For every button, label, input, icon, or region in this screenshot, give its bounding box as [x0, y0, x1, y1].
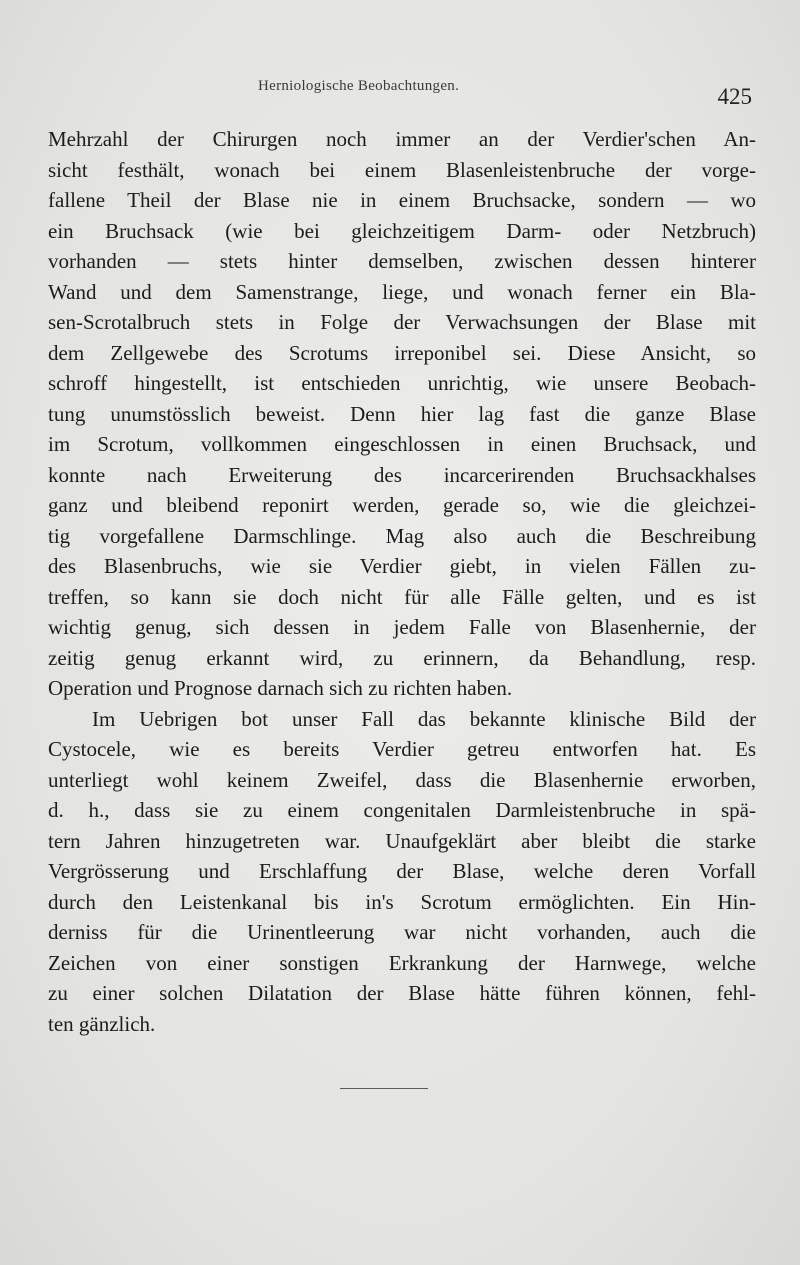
text-line: Im Uebrigen bot unser Fall das bekannte klinische Bild der [92, 706, 756, 731]
text-line: tung unumstösslich beweist. Denn hier lag fast die ganze Blase [48, 401, 756, 426]
text-line: wichtig genug, sich dessen in jedem Falle von Blasenhernie, der [48, 615, 756, 639]
text-line: sicht festhält, wonach bei einem Blasenleistenbruche der vorge- [48, 157, 756, 182]
text-line: treffen, so kann sie doch nicht für alle Fälle gelten, und es ist [48, 584, 756, 609]
running-title: Herniologische Beobachtungen. [258, 78, 460, 94]
text-line: fallene Theil der Blase nie in einem Bruchsacke, sondern — wo [48, 188, 756, 212]
text-line: durch den Leistenkanal bis in's Scrotum ermöglichten. Ein Hin- [48, 889, 756, 914]
text-line: derniss für die Urinentleerung war nicht vorhanden, auch die [48, 920, 756, 944]
text-line: d. h., dass sie zu einem congenitalen Darmleistenbruche in spä- [48, 798, 756, 822]
page-number: 425 [717, 84, 752, 109]
body-text [48, 124, 756, 1039]
text-line: Mehrzahl der Chirurgen noch immer an der Verdier'schen An- [48, 127, 756, 151]
text-line: zu einer solchen Dilatation der Blase hätte führen können, fehl- [48, 981, 756, 1005]
section-end-rule [340, 1088, 428, 1089]
text-line: vorhanden — stets hinter demselben, zwischen dessen hinterer [48, 249, 756, 273]
text-line: Wand und dem Samenstrange, liege, und wonach ferner ein Bla- [48, 279, 756, 304]
text-line: im Scrotum, vollkommen eingeschlossen in einen Bruchsack, und [48, 432, 756, 456]
text-line: ganz und bleibend reponirt werden, gerade so, wie die gleichzei- [48, 493, 756, 517]
text-line: Operation und Prognose darnach sich zu richten haben. [48, 676, 513, 700]
paragraph-2 [48, 704, 756, 1040]
text-line: ten gänzlich. [48, 1011, 156, 1036]
text-line: Cystocele, wie es bereits Verdier getreu entworfen hat. Es [48, 737, 756, 761]
text-line: tern Jahren hinzugetreten war. Unaufgeklärt aber bleibt die starke [48, 828, 756, 853]
text-line: des Blasenbruchs, wie sie Verdier giebt, in vielen Fällen zu- [48, 554, 756, 578]
text-line: dem Zellgewebe des Scrotums irreponibel sei. Diese Ansicht, so [48, 340, 756, 365]
text-line: ein Bruchsack (wie bei gleichzeitigem Darm- oder Netzbruch) [48, 218, 756, 243]
paragraph-1 [48, 124, 756, 704]
text-line: Vergrösserung und Erschlaffung der Blase, welche deren Vorfall [48, 859, 756, 883]
text-line: konnte nach Erweiterung des incarcerirenden Bruchsackhalses [48, 462, 756, 487]
text-line: schroff hingestellt, ist entschieden unrichtig, wie unsere Beobach- [48, 371, 756, 395]
text-line: sen-Scrotalbruch stets in Folge der Verwachsungen der Blase mit [48, 310, 756, 334]
text-line: tig vorgefallene Darmschlinge. Mag also auch die Beschreibung [48, 523, 756, 548]
text-line: Zeichen von einer sonstigen Erkrankung der Harnwege, welche [48, 950, 756, 975]
text-line: zeitig genug erkannt wird, zu erinnern, da Behandlung, resp. [48, 645, 756, 670]
text-line: unterliegt wohl keinem Zweifel, dass die Blasenhernie erworben, [48, 767, 756, 792]
